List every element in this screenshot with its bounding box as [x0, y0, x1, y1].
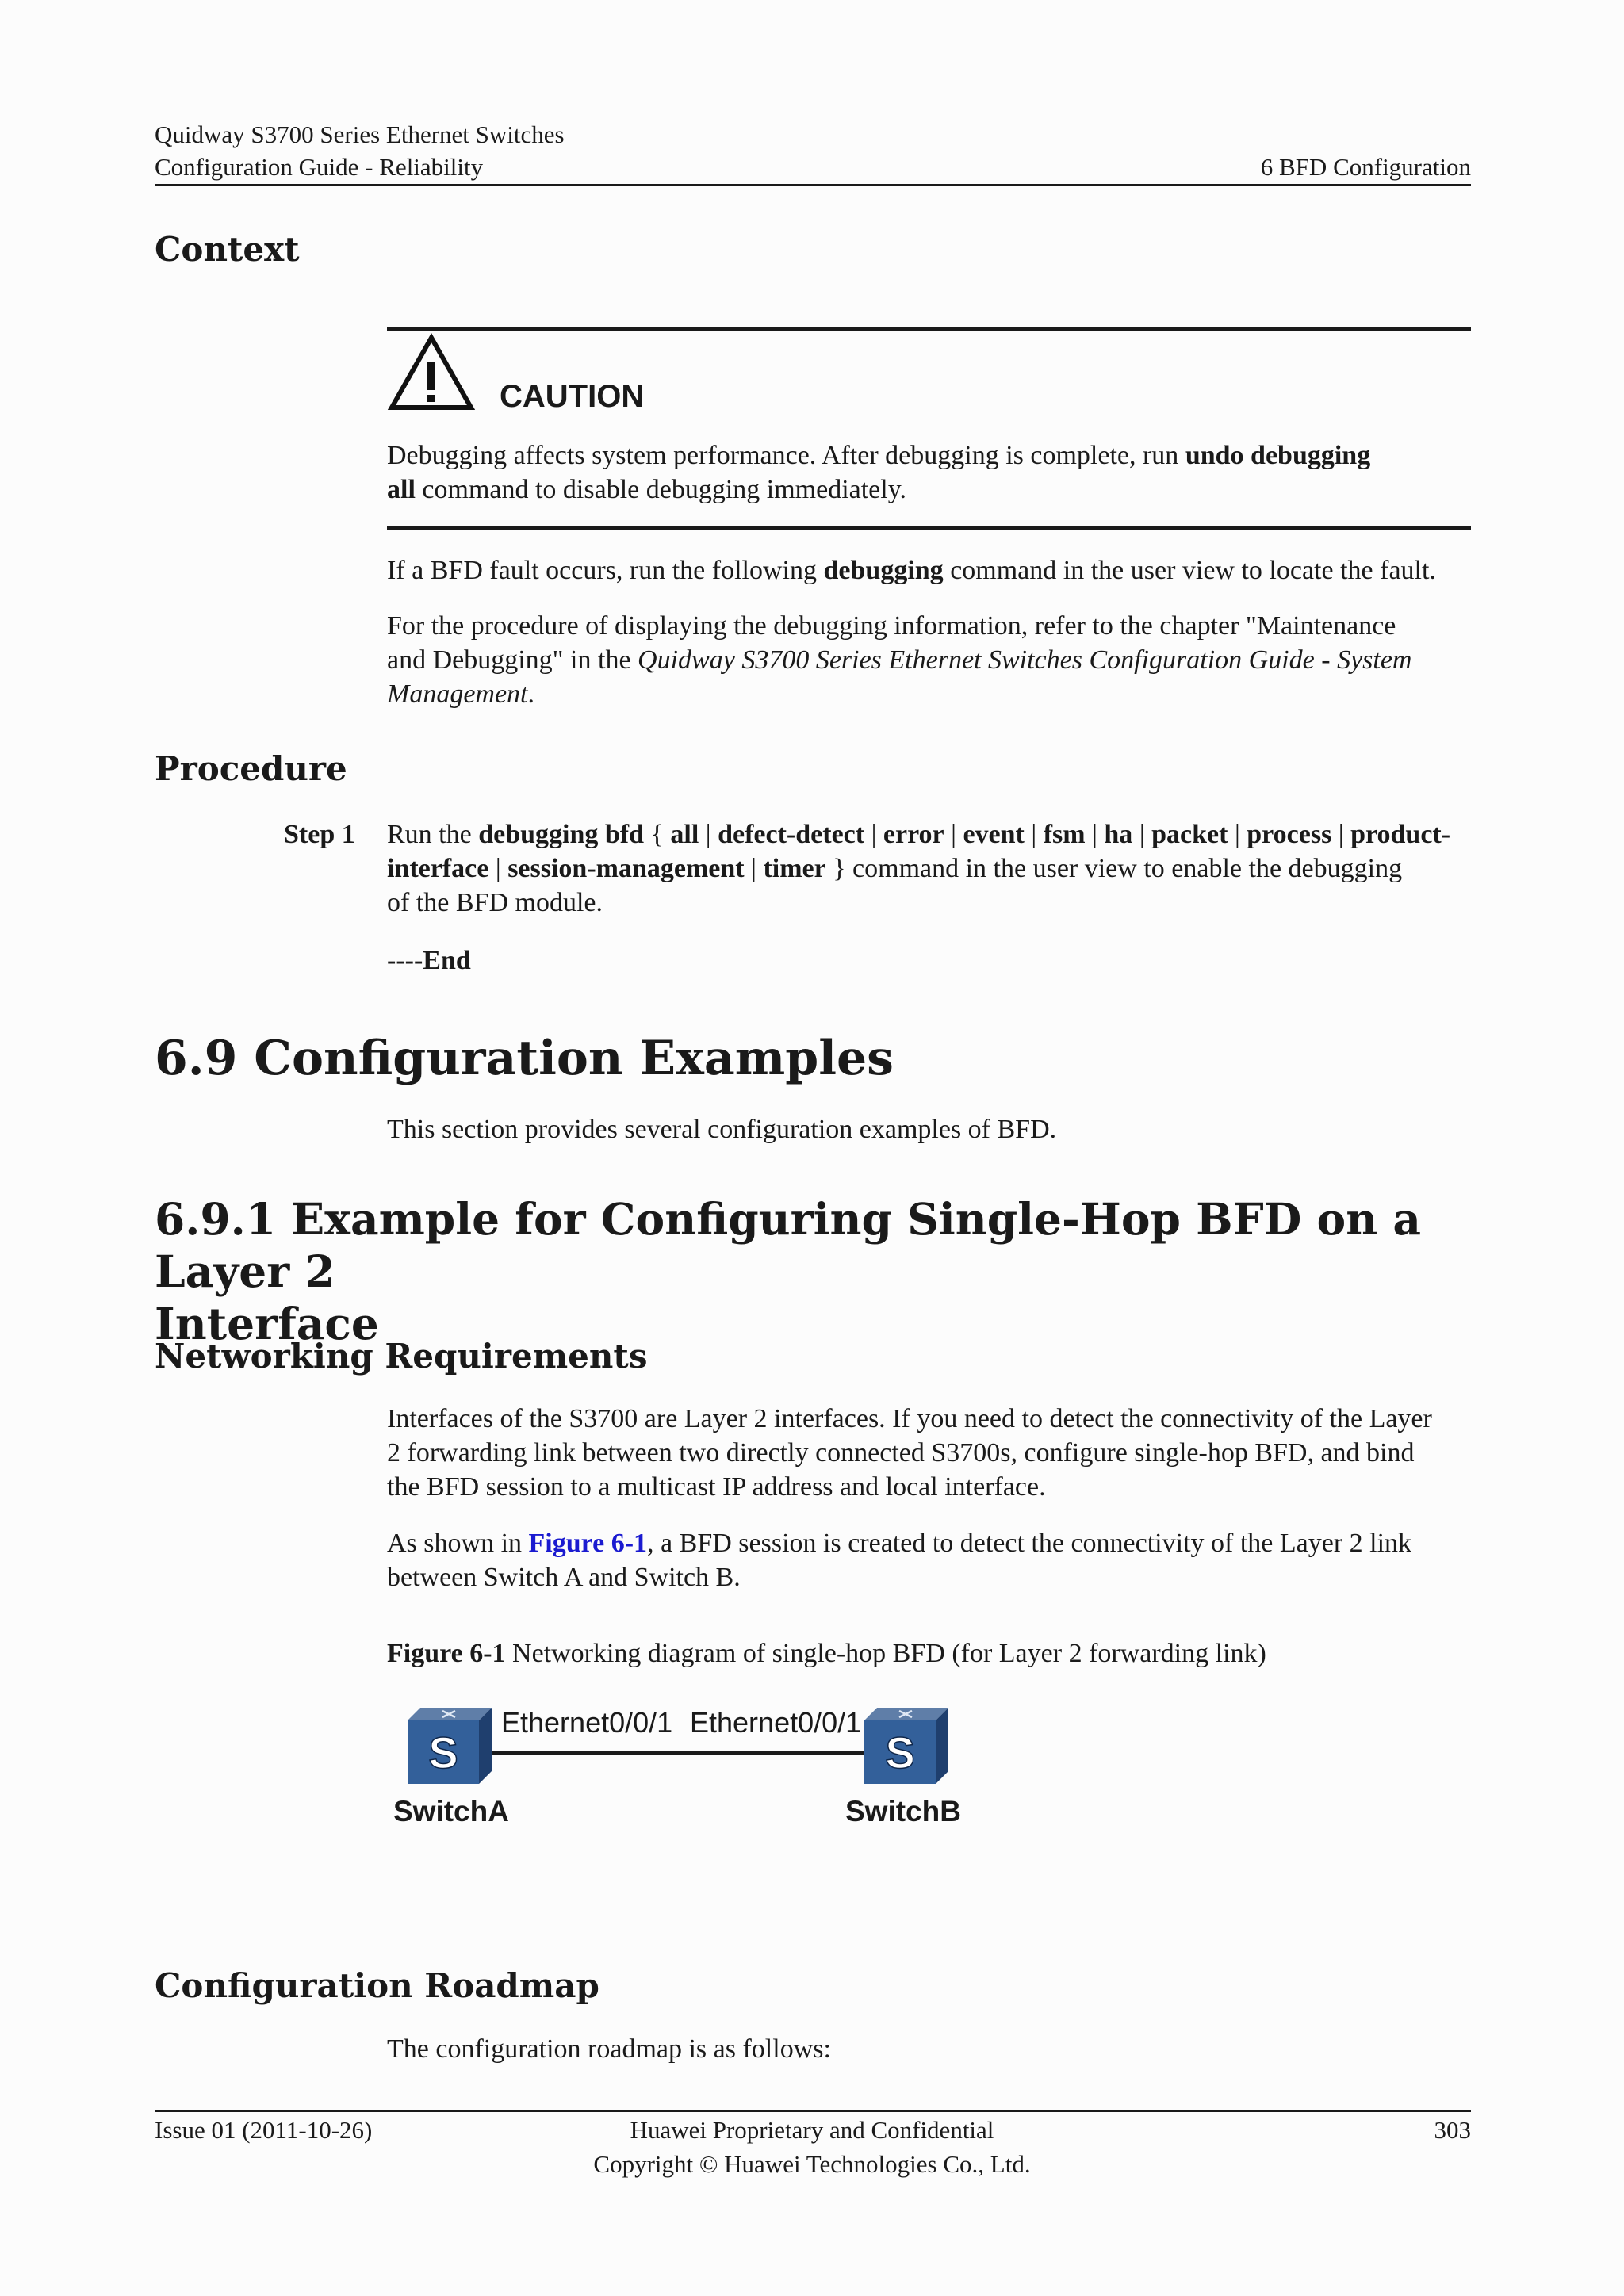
warning-triangle-icon [387, 333, 476, 412]
caution-text: Debugging affects system performance. After debugging is complete, run undo debugging all command to disable debugging immediately. [387, 441, 1371, 504]
switch-a-icon [403, 1706, 498, 1785]
networking-requirements-heading: Networking Requirements [155, 1337, 648, 1376]
link-line [468, 1751, 872, 1755]
switch-b-icon [860, 1706, 955, 1785]
caution-top-rule [387, 327, 1471, 331]
port-b-label: Ethernet0/0/1 [690, 1706, 862, 1739]
switch-b-label: SwitchB [845, 1795, 961, 1827]
end-marker: ----End [387, 946, 471, 975]
section-691-heading: 6.9.1 Example for Configuring Single-Hop BFD on a Layer 2 Interface [155, 1193, 1421, 1349]
footer-rule [155, 2110, 1471, 2112]
header-product: Quidway S3700 Series Ethernet Switches [155, 121, 565, 148]
footer-page-number: 303 [1434, 2116, 1471, 2144]
footer-issue: Issue 01 (2011-10-26) [155, 2116, 373, 2144]
caution-label: CAUTION [500, 379, 645, 414]
context-para-1: If a BFD fault occurs, run the following debugging command in the user view to locate the fault. [387, 556, 1436, 585]
context-para-2: For the procedure of displaying the debugging information, refer to the chapter "Maintenance and Debugging" in the Quidway S3700 Series Ethernet Switches Configuration Guide - System Management. [387, 611, 1412, 709]
header-rule [155, 184, 1471, 186]
switch-a-letter: S [428, 1728, 458, 1777]
port-a-label: Ethernet0/0/1 [501, 1706, 673, 1739]
section-69-intro: This section provides several configuration examples of BFD. [387, 1115, 1057, 1144]
net-req-para-1: Interfaces of the S3700 are Layer 2 interfaces. If you need to detect the connectivity of the Layer 2 forwarding link between two directly connected S3700s, configure single-hop BFD, and bind the BFD session to a multicast IP address and local interface. [387, 1404, 1432, 1502]
roadmap-text: The configuration roadmap is as follows: [387, 2034, 831, 2064]
context-heading: Context [155, 230, 300, 269]
step-label: Step 1 [284, 820, 355, 849]
footer-center: Huawei Proprietary and Confidential Copyright © Huawei Technologies Co., Ltd. [593, 2116, 1031, 2178]
figure-6-1-link[interactable]: Figure 6-1 [528, 1529, 648, 1558]
section-69-heading: 6.9 Configuration Examples [155, 1031, 894, 1086]
figure-caption: Figure 6-1 Networking diagram of single-hop BFD (for Layer 2 forwarding link) [387, 1639, 1266, 1668]
header-guide: Configuration Guide - Reliability [155, 153, 484, 181]
switch-b-letter: S [885, 1728, 915, 1777]
roadmap-heading: Configuration Roadmap [155, 1966, 599, 2005]
procedure-heading: Procedure [155, 749, 347, 788]
header-chapter: 6 BFD Configuration [1260, 153, 1471, 181]
caution-bottom-rule [387, 526, 1471, 530]
switch-a-label: SwitchA [393, 1795, 509, 1827]
step-text: Run the debugging bfd { all | defect-detect | error | event | fsm | ha | packet | process | product- interface | session-management | timer } command in the user view to enable the debugging of the BFD module. [387, 820, 1451, 917]
net-req-para-2: As shown in Figure 6-1, a BFD session is created to detect the connectivity of the Layer 2 link between Switch A and Switch B. [387, 1529, 1412, 1592]
